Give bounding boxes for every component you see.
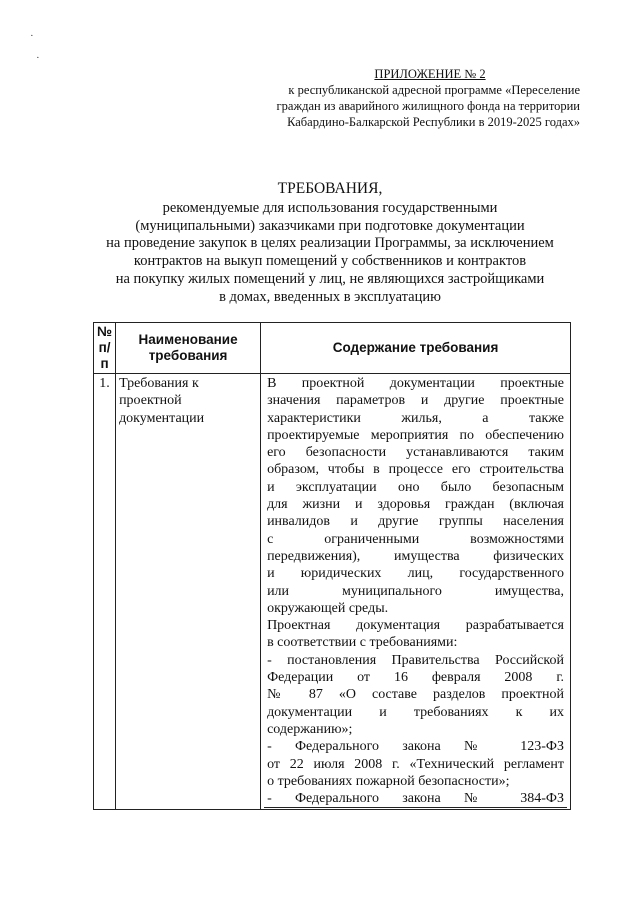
content-line: - Федерального закона № 384-ФЗ [264, 790, 567, 808]
subtitle-line: (муниципальными) заказчиками при подготовке документации [135, 217, 525, 234]
header-name-line: Наименование [138, 332, 238, 347]
requirement-name-line: документации [119, 410, 205, 426]
content-line: о требованиях пожарной безопасности»; [267, 773, 510, 789]
content-line: в соответствии с требованиями: [267, 635, 458, 651]
content-line: значения параметров и другие проектные [267, 393, 564, 409]
content-line: от 22 июля 2008 г. «Технический регламент [267, 756, 564, 772]
content-line: документации и требованиях к их [267, 704, 564, 720]
content-line: Федерации от 16 февраля 2008 г. [267, 670, 564, 686]
appendix-line: к республиканской адресной программе «Переселение [288, 83, 580, 97]
appendix-header [240, 66, 580, 130]
header-name [116, 323, 261, 374]
scan-speck: · [36, 52, 40, 64]
content-line: - Федерального закона № 123-ФЗ [267, 739, 564, 755]
header-num [94, 323, 116, 374]
table-row [94, 374, 571, 810]
content-line: и эксплуатации оно было безопасным [267, 479, 564, 495]
requirement-name [116, 374, 261, 810]
appendix-heading: ПРИЛОЖЕНИЕ № 2 [374, 67, 486, 81]
row-number: 1. [94, 374, 116, 810]
header-num-line: п/п [98, 340, 111, 371]
content-line: В проектной документации проектные [267, 376, 564, 391]
header-num-line: № [97, 324, 113, 339]
content-line: образом, чтобы в процессе его строительства [267, 462, 564, 478]
subtitle-line: рекомендуемые для использования государственными [162, 199, 498, 216]
subtitle-line: контрактов на выкуп помещений у собственников и контрактов [133, 253, 527, 270]
document-title-block [60, 180, 600, 307]
appendix-line: граждан из аварийного жилищного фонда на территории [276, 99, 580, 113]
requirement-name-line: Требования к [119, 376, 199, 391]
content-line: и юридических лиц, государственного [267, 566, 564, 582]
requirements-table [93, 322, 571, 810]
scan-speck: · [30, 30, 34, 42]
header-content: Содержание требования [261, 323, 571, 374]
subtitle-line: на проведение закупок в целях реализации Программы, за исключением [106, 235, 554, 252]
header-name-line: требования [148, 348, 228, 363]
document-title: ТРЕБОВАНИЯ, [277, 180, 383, 197]
requirement-name-line: проектной [119, 393, 182, 409]
content-line: передвижения), имущества физических [267, 548, 564, 564]
content-line: его безопасности устанавливаются таким [267, 445, 564, 461]
subtitle-line: на покупку жилых помещений у лиц, не являющихся застройщиками [115, 270, 545, 287]
appendix-line: Кабардино-Балкарской Республики в 2019-2025 годах» [287, 115, 580, 129]
subtitle-line: в домах, введенных в эксплуатацию [219, 288, 441, 305]
content-line: № 87 «О составе разделов проектной [267, 687, 564, 703]
content-line: инвалидов и другие группы населения [267, 514, 564, 530]
content-line: для жизни и здоровья граждан (включая [267, 497, 564, 513]
content-line: характеристики жилья, а также [267, 410, 564, 426]
table-header-row [94, 323, 571, 374]
content-line: или муниципального имущества, [267, 583, 564, 599]
content-line: - постановления Правительства Российской [267, 652, 564, 668]
content-line: Проектная документация разрабатывается [267, 618, 564, 634]
content-line: с ограниченными возможностями [267, 531, 564, 547]
content-line: содержанию»; [267, 721, 353, 737]
content-line: проектируемые мероприятия по обеспечению [267, 427, 564, 443]
content-line: окружающей среды. [267, 600, 389, 616]
requirement-content [261, 374, 571, 810]
